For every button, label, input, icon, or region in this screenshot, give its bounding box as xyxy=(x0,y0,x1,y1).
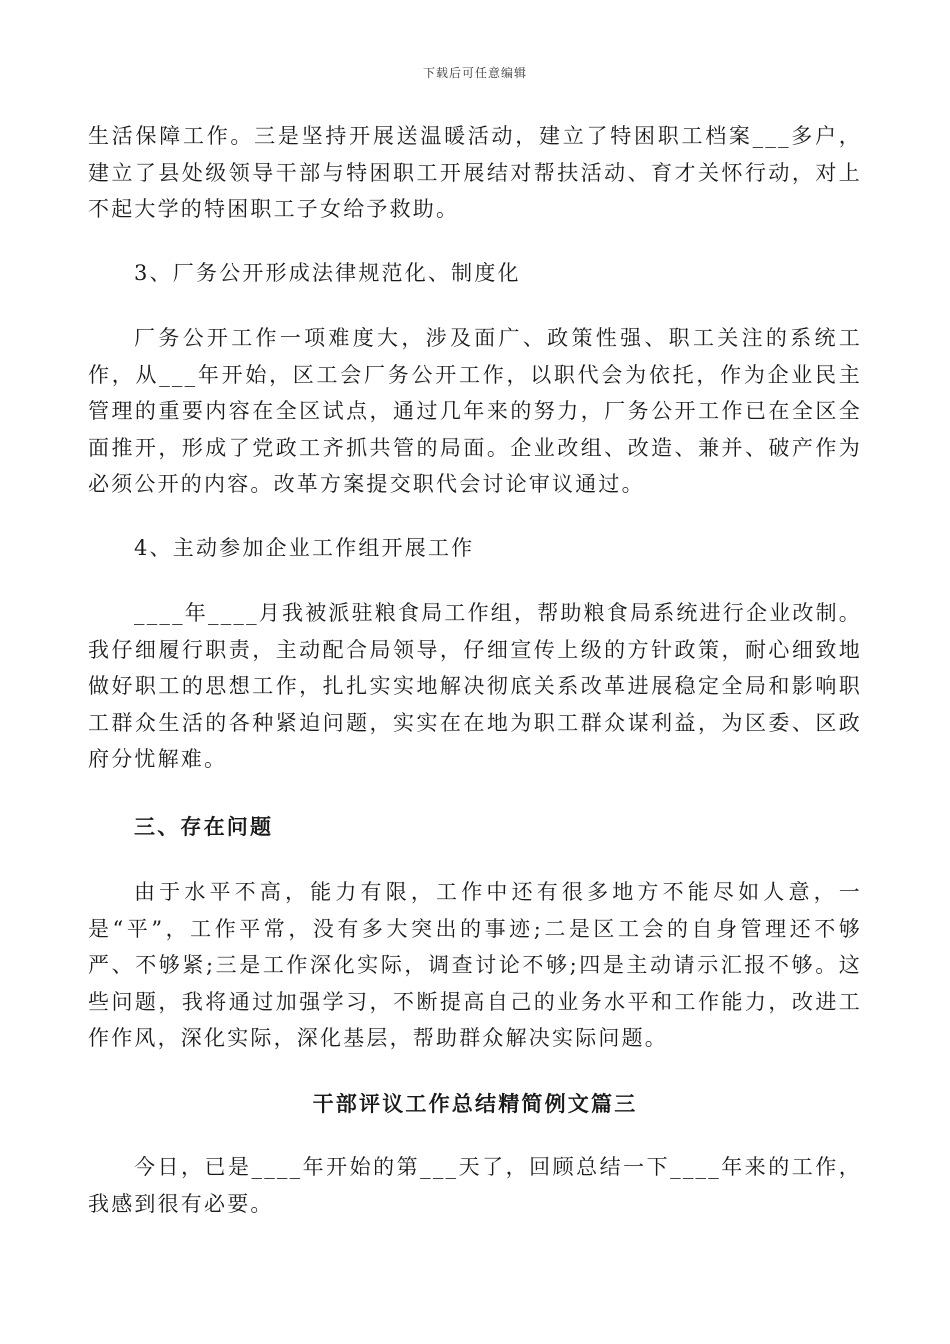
paragraph-factory-affairs: 厂务公开工作一项难度大，涉及面广、政策性强、职工关注的系统工作，从___年开始，区工会厂务公开工作，以职代会为依托，作为企业民主管理的重要内容在全区试点，通过几年来的努力，厂务公开工作已在全区全面推开，形成了党政工齐抓共管的局面。企业改组、改造、兼并、破产作为必须公开的内容。改革方案提交职代会讨论审议通过。 xyxy=(88,326,862,496)
paragraph-intro: 今日，已是____年开始的第___天了，回顾总结一下____年来的工作，我感到很有必要。 xyxy=(88,1155,862,1216)
section-heading-problems: 三、存在问题 xyxy=(134,813,274,839)
page-header-note: 下载后可任意编辑 xyxy=(422,66,527,80)
document-body xyxy=(88,118,862,1222)
paragraph-living-security: 生活保障工作。三是坚持开展送温暖活动，建立了特困职工档案___多户，建立了县处级领导干部与特困职工开展结对帮扶活动、育才关怀行动，对上不起大学的特困职工子女给予救助。 xyxy=(88,124,862,221)
article-title: 干部评议工作总结精简例文篇三 xyxy=(312,1090,638,1116)
paragraph-problems: 由于水平不高，能力有限，工作中还有很多地方不能尽如人意，一是“平”，工作平常，没有多大突出的事迹;二是区工会的自身管理还不够严、不够紧;三是工作深化实际，调查讨论不够;四是主动请示汇报不够。这些问题，我将通过加强学习，不断提高自己的业务水平和工作能力，改进工作作风，深化实际，深化基层，帮助群众解决实际问题。 xyxy=(88,880,862,1050)
paragraph-work-group: ____年____月我被派驻粮食局工作组，帮助粮食局系统进行企业改制。我仔细履行职责，主动配合局领导，仔细宣传上级的方针政策，耐心细致地做好职工的思想工作，扎扎实实地解决彻底关系改革进展稳定全局和影响职工群众生活的各种紧迫问题，实实在在地为职工群众谋利益，为区委、区政府分忧解难。 xyxy=(88,601,862,771)
subheading-factory-affairs: 3、厂务公开形成法律规范化、制度化 xyxy=(134,260,521,285)
subheading-work-group: 4、主动参加企业工作组开展工作 xyxy=(134,535,475,560)
